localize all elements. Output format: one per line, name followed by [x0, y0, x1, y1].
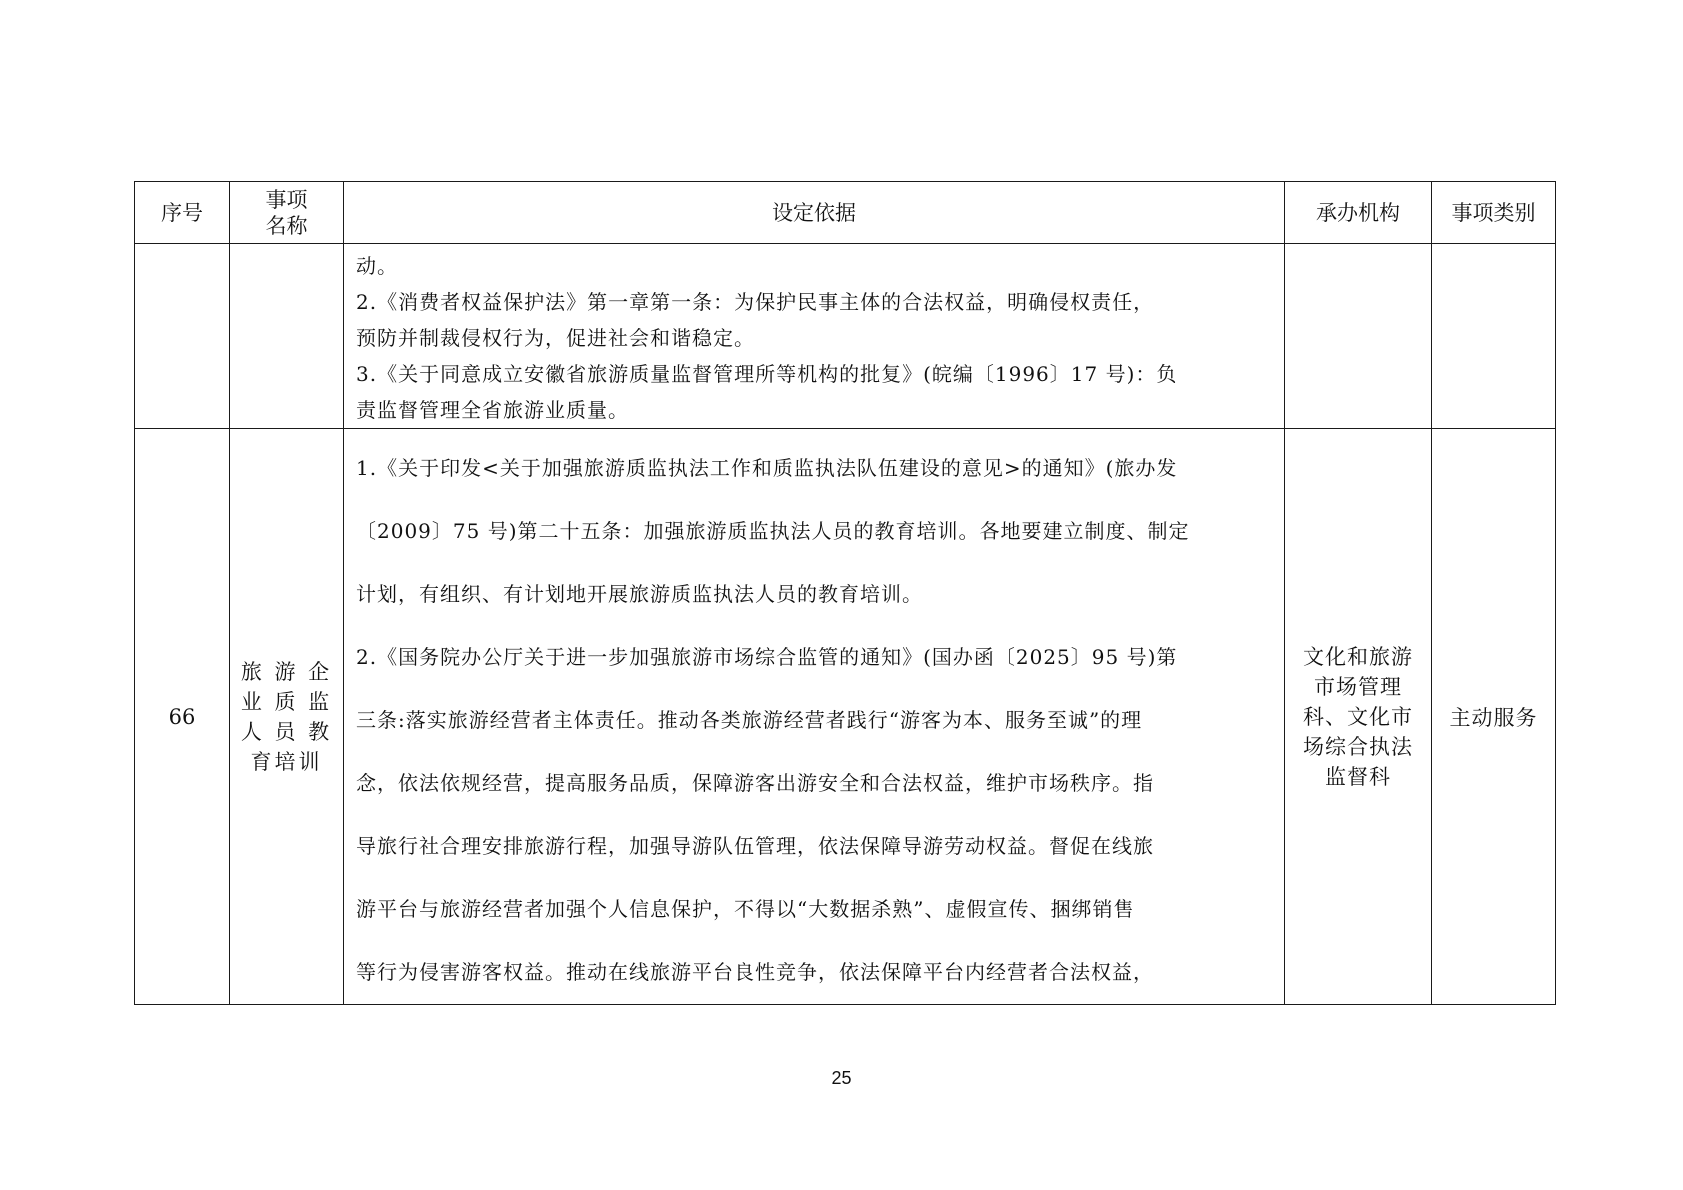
name-line: 旅 游 企 [240, 659, 333, 684]
header-org: 承办机构 [1285, 182, 1432, 244]
basis-line: 责监督管理全省旅游业质量。 [356, 398, 629, 422]
org-line: 文化和旅游 [1303, 644, 1413, 669]
basis-line: 三条:落实旅游经营者主体责任。推动各类旅游经营者践行“游客为本、服务至诚”的理 [356, 708, 1143, 732]
cell-category [1432, 244, 1556, 429]
table-row-66 [135, 429, 1556, 1005]
org-line: 场综合执法 [1303, 734, 1413, 759]
table-row-continued [135, 244, 1556, 429]
org-line: 监督科 [1325, 764, 1391, 789]
basis-line: 2.《国务院办公厅关于进一步加强旅游市场综合监管的通知》(国办函〔2025〕95 号)第 [356, 645, 1178, 669]
basis-line: 等行为侵害游客权益。推动在线旅游平台良性竞争，依法保障平台内经营者合法权益， [356, 960, 1154, 984]
cell-category: 主动服务 [1432, 429, 1556, 1005]
cell-name [230, 429, 344, 1005]
header-row [135, 182, 1556, 244]
cell-name [230, 244, 344, 429]
org-line: 科、文化市 [1303, 704, 1413, 729]
basis-line: 3.《关于同意成立安徽省旅游质量监督管理所等机构的批复》(皖编〔1996〕17 号)：负 [356, 362, 1178, 386]
cell-seq: 66 [135, 429, 230, 1005]
header-basis: 设定依据 [344, 182, 1285, 244]
page-number: 25 [831, 1068, 852, 1088]
org-line: 市场管理 [1314, 674, 1402, 699]
basis-line: 导旅行社合理安排旅游行程，加强导游队伍管理，依法保障导游劳动权益。督促在线旅 [356, 834, 1154, 858]
basis-line: 预防并制裁侵权行为，促进社会和谐稳定。 [356, 326, 755, 350]
cell-basis [344, 244, 1285, 429]
name-line: 育培训 [250, 749, 323, 774]
header-name [230, 182, 344, 244]
name-line: 人 员 教 [240, 719, 333, 744]
basis-line: 动。 [356, 254, 398, 278]
cell-seq [135, 244, 230, 429]
basis-line: 念，依法依规经营，提高服务品质，保障游客出游安全和合法权益，维护市场秩序。指 [356, 771, 1154, 795]
cell-org [1285, 429, 1432, 1005]
basis-line: 游平台与旅游经营者加强个人信息保护，不得以“大数据杀熟”、虚假宣传、捆绑销售 [356, 897, 1135, 921]
header-name-line1: 事项 [265, 187, 308, 212]
header-category: 事项类别 [1432, 182, 1556, 244]
basis-line: 2.《消费者权益保护法》第一章第一条：为保护民事主体的合法权益，明确侵权责任， [356, 290, 1155, 314]
header-seq: 序号 [135, 182, 230, 244]
cell-org [1285, 244, 1432, 429]
basis-line: 〔2009〕75 号)第二十五条：加强旅游质监执法人员的教育培训。各地要建立制度、制定 [356, 519, 1190, 543]
name-line: 业 质 监 [240, 689, 333, 714]
cell-basis [344, 429, 1285, 1005]
basis-line: 1.《关于印发<关于加强旅游质监执法工作和质监执法队伍建设的意见>的通知》(旅办发 [356, 456, 1178, 480]
basis-line: 计划，有组织、有计划地开展旅游质监执法人员的教育培训。 [356, 582, 923, 606]
items-table [134, 181, 1556, 1005]
header-name-line2: 名称 [265, 213, 308, 238]
